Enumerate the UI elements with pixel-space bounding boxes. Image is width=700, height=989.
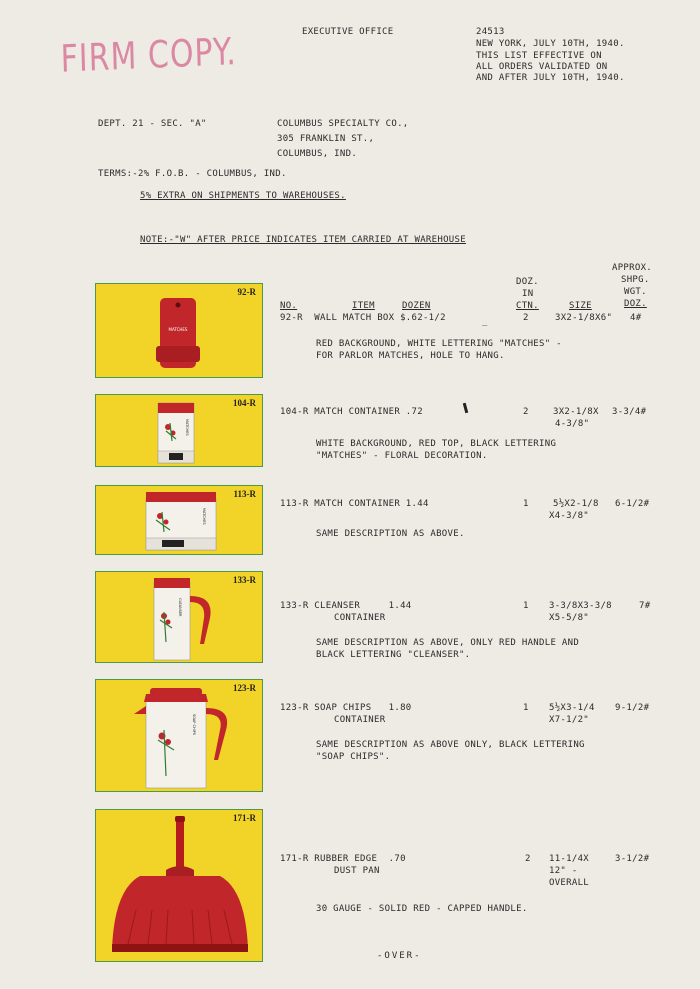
wgt-133r: 7# — [639, 601, 651, 611]
item-row2-171r: DUST PAN — [334, 866, 380, 876]
panel-code: 123-R — [233, 683, 256, 693]
panel-code: 113-R — [233, 489, 256, 499]
col-doz-2: IN — [522, 289, 534, 299]
effective-line-3: AND AFTER JULY 10TH, 1940. — [476, 73, 625, 83]
item-row-92r: 92-R WALL MATCH BOX $.62-1/2 — [280, 313, 446, 323]
product-panel-171r — [95, 809, 263, 962]
size2-104r: 4-3/8" — [555, 419, 590, 429]
product-panel-92r — [95, 283, 263, 378]
wgt-113r: 6-1/2# — [615, 499, 650, 509]
ctn-92r: 2 — [523, 313, 529, 323]
effective-line-1: THIS LIST EFFECTIVE ON — [476, 51, 602, 61]
size2-133r: X5-5/8" — [549, 613, 590, 623]
desc-123r-1: SAME DESCRIPTION AS ABOVE ONLY, BLACK LETTERING — [316, 740, 585, 750]
product-label: SOAP CHIPS — [192, 714, 196, 735]
col-no: NO. — [280, 301, 298, 311]
desc-92r-1: RED BACKGROUND, WHITE LETTERING "MATCHES" - — [316, 339, 562, 349]
product-panel-133r — [95, 571, 263, 663]
list-number: 24513 — [476, 27, 505, 37]
desc-113r-1: SAME DESCRIPTION AS ABOVE. — [316, 529, 465, 539]
item-row2-133r: CONTAINER — [334, 613, 386, 623]
ctn-123r: 1 — [523, 703, 529, 713]
product-panel-113r — [95, 485, 263, 555]
soap-chips-container-image — [96, 680, 264, 793]
size2-171r: 12" - — [549, 866, 578, 876]
panel-code: 133-R — [233, 575, 256, 585]
company-name: COLUMBUS SPECIALTY CO., — [277, 119, 409, 129]
warehouse-note: NOTE:-"W" AFTER PRICE INDICATES ITEM CARRIED AT WAREHOUSE — [140, 235, 466, 245]
desc-123r-2: "SOAP CHIPS". — [316, 752, 391, 762]
item-row-104r: 104-R MATCH CONTAINER .72 — [280, 407, 423, 417]
ink-mark — [463, 403, 468, 413]
product-label: MATCHES — [185, 419, 189, 436]
panel-code: 171-R — [233, 813, 256, 823]
desc-92r-2: FOR PARLOR MATCHES, HOLE TO HANG. — [316, 351, 505, 361]
desc-133r-1: SAME DESCRIPTION AS ABOVE, ONLY RED HANDLE AND — [316, 638, 580, 648]
wall-match-box-image — [96, 284, 264, 379]
firm-copy-stamp: FIRM COPY. — [60, 30, 238, 82]
panel-code: 104-R — [233, 398, 256, 408]
product-label: CLEANSER — [178, 598, 182, 617]
desc-171r-1: 30 GAUGE - SOLID RED - CAPPED HANDLE. — [316, 904, 528, 914]
col-doz-3: CTN. — [516, 301, 539, 311]
ctn-113r: 1 — [523, 499, 529, 509]
office-heading: EXECUTIVE OFFICE — [302, 27, 394, 37]
terms: TERMS:-2% F.O.B. - COLUMBUS, IND. — [98, 169, 287, 179]
cleanser-container-image — [96, 572, 264, 664]
product-label: MATCHES — [168, 327, 188, 332]
issue-date: NEW YORK, JULY 10TH, 1940. — [476, 39, 625, 49]
col-doz-1: DOZ. — [516, 277, 539, 287]
col-item: ITEM — [352, 301, 375, 311]
wgt-104r: 3-3/4# — [612, 407, 647, 417]
col-wgt-2: SHPG. — [621, 275, 650, 285]
over-footer: -OVER- — [377, 951, 422, 961]
col-dozen: DOZEN — [402, 301, 431, 311]
item-row2-123r: CONTAINER — [334, 715, 386, 725]
wgt-92r: 4# — [630, 313, 642, 323]
item-row-171r: 171-R RUBBER EDGE .70 — [280, 854, 406, 864]
item-row-133r: 133-R CLEANSER 1.44 — [280, 601, 412, 611]
ctn-104r: 2 — [523, 407, 529, 417]
size2-113r: X4-3/8" — [549, 511, 590, 521]
ctn-171r: 2 — [525, 854, 531, 864]
ctn-133r: 1 — [523, 601, 529, 611]
col-wgt-3: WGT. — [624, 287, 647, 297]
dash-mark: _ — [482, 317, 488, 327]
panel-code: 92-R — [237, 287, 256, 297]
desc-104r-1: WHITE BACKGROUND, RED TOP, BLACK LETTERING — [316, 439, 557, 449]
size-104r: 3X2-1/8X — [553, 407, 599, 417]
effective-line-2: ALL ORDERS VALIDATED ON — [476, 62, 608, 72]
size-113r: 5½X2-1/8 — [553, 499, 599, 509]
col-size: SIZE — [569, 301, 592, 311]
item-row-113r: 113-R MATCH CONTAINER 1.44 — [280, 499, 429, 509]
size-133r: 3-3/8X3-3/8 — [549, 601, 612, 611]
company-street: 305 FRANKLIN ST., — [277, 134, 375, 144]
size-92r: 3X2-1/8X6" — [555, 313, 613, 323]
wgt-123r: 9-1/2# — [615, 703, 650, 713]
warehouse-extra: 5% EXTRA ON SHIPMENTS TO WAREHOUSES. — [140, 191, 346, 201]
product-panel-104r — [95, 394, 263, 467]
product-panel-123r — [95, 679, 263, 792]
department: DEPT. 21 - SEC. "A" — [98, 119, 207, 129]
size3-171r: OVERALL — [549, 878, 590, 888]
item-row-123r: 123-R SOAP CHIPS 1.80 — [280, 703, 412, 713]
desc-104r-2: "MATCHES" - FLORAL DECORATION. — [316, 451, 488, 461]
desc-133r-2: BLACK LETTERING "CLEANSER". — [316, 650, 471, 660]
product-label: MATCHES — [202, 508, 206, 525]
col-wgt-1: APPROX. — [612, 263, 653, 273]
dust-pan-image — [96, 810, 264, 963]
company-city: COLUMBUS, IND. — [277, 149, 358, 159]
size-123r: 5½X3-1/4 — [549, 703, 595, 713]
col-wgt-4: DOZ. — [624, 299, 647, 309]
size-171r: 11-1/4X — [549, 854, 590, 864]
wgt-171r: 3-1/2# — [615, 854, 650, 864]
size2-123r: X7-1/2" — [549, 715, 590, 725]
